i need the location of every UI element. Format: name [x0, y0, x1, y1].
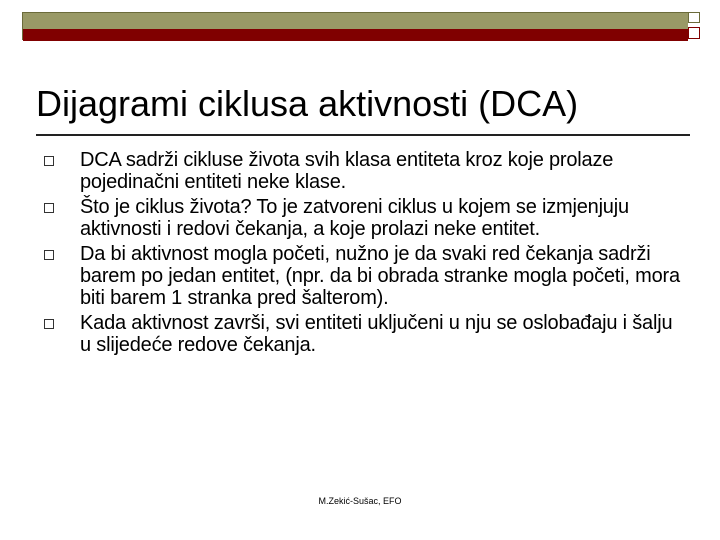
top-decorative-band	[22, 12, 688, 40]
hollow-square-icon	[44, 156, 54, 166]
slide-title: Dijagrami ciklusa aktivnosti (DCA)	[36, 83, 579, 124]
bullet-text: Što je ciklus života? To je zatvoreni ciklus u kojem se izmjenjuju aktivnosti i redovi čekanja, a koje prolazi neke entitet.	[80, 196, 629, 240]
bullet-list	[0, 146, 720, 356]
bullet-item	[0, 309, 720, 356]
hollow-square-icon	[44, 203, 54, 213]
bullet-item	[0, 146, 720, 193]
bullet-item	[0, 193, 720, 240]
corner-square-icon	[688, 12, 700, 23]
bullet-text: Da bi aktivnost mogla početi, nužno je da svaki red čekanja sadrži barem po jedan entitet, (npr. da bi obrada stranke mogla početi, mora biti barem 1 stranka pred šalterom).	[80, 243, 680, 309]
maroon-stripe	[23, 29, 688, 41]
bullet-item	[0, 240, 720, 309]
olive-stripe	[23, 13, 688, 29]
corner-square-icon	[688, 27, 700, 39]
bullet-text: DCA sadrži cikluse života svih klasa entiteta kroz koje prolaze pojedinačni entiteti neke klase.	[80, 149, 614, 193]
title-underline	[36, 134, 690, 136]
hollow-square-icon	[44, 250, 54, 260]
bullet-text: Kada aktivnost završi, svi entiteti uključeni u nju se oslobađaju i šalju u slijedeće redove čekanja.	[80, 312, 673, 356]
hollow-square-icon	[44, 319, 54, 329]
corner-squares	[686, 12, 708, 42]
slide-footer: M.Zekić-Sušac, EFO	[318, 496, 402, 506]
